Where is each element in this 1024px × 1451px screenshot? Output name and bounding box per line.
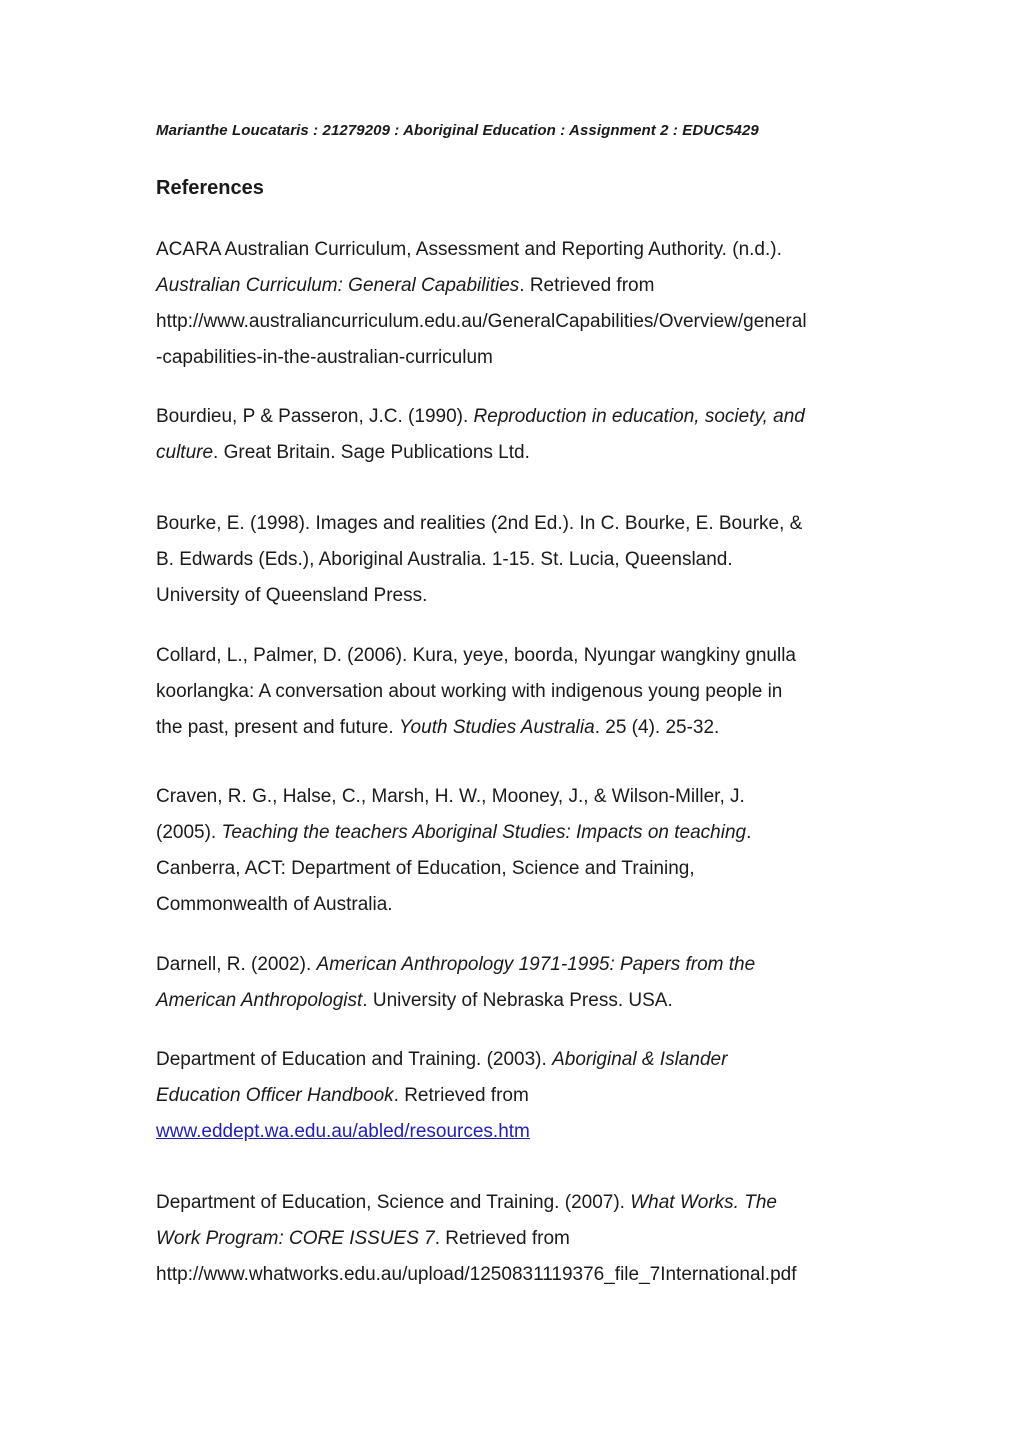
reference-link[interactable]: www.eddept.wa.edu.au/abled/resources.htm (156, 1121, 530, 1142)
reference-line: koorlangka: A conversation about working with indigenous young people in (156, 681, 783, 702)
reference-title: Reproduction in education, society, and (473, 406, 805, 427)
reference-entry-dest-2007 (156, 1185, 891, 1293)
reference-text: Department of Education, Science and Training. (2007). (156, 1192, 631, 1213)
reference-line (156, 1078, 891, 1114)
reference-text: the past, present and future. (156, 717, 399, 738)
page-header: Marianthe Loucataris : 21279209 : Aboriginal Education : Assignment 2 : EDUC5429 (156, 122, 759, 139)
reference-title: Teaching the teachers Aboriginal Studies: Impacts on teaching (221, 822, 747, 843)
reference-line: B. Edwards (Eds.), Aboriginal Australia. 1-15. St. Lucia, Queensland. (156, 549, 733, 570)
reference-title: Australian Curriculum: General Capabilities (156, 275, 520, 296)
reference-entry-collard (156, 638, 891, 746)
reference-line (156, 1185, 891, 1221)
reference-entry-craven (156, 779, 891, 923)
reference-line: Craven, R. G., Halse, C., Marsh, H. W., Mooney, J., & Wilson-Miller, J. (156, 786, 745, 807)
reference-url: -capabilities-in-the-australian-curriculum (156, 347, 493, 368)
reference-title: American Anthropologist (156, 990, 363, 1011)
reference-entry-acara (156, 232, 891, 376)
reference-line: Collard, L., Palmer, D. (2006). Kura, yeye, boorda, Nyungar wangkiny gnulla (156, 645, 796, 666)
reference-text: . 25 (4). 25-32. (594, 717, 720, 738)
reference-url: http://www.australiancurriculum.edu.au/GeneralCapabilities/Overview/general (156, 311, 807, 332)
reference-line (156, 268, 891, 304)
reference-line: University of Queensland Press. (156, 585, 428, 606)
reference-entry-darnell (156, 947, 891, 1019)
reference-line (156, 947, 891, 983)
reference-text: Department of Education and Training. (2003). (156, 1049, 553, 1070)
reference-entry-bourdieu (156, 399, 891, 471)
references-heading: References (156, 177, 264, 199)
reference-entry-det-2003 (156, 1042, 891, 1150)
reference-line (156, 710, 891, 746)
reference-title: American Anthropology 1971-1995: Papers from the (316, 954, 756, 975)
reference-text: . Retrieved from (519, 275, 655, 296)
reference-title: culture (156, 442, 214, 463)
reference-line: Canberra, ACT: Department of Education, Science and Training, (156, 858, 695, 879)
reference-entry-bourke (156, 506, 891, 614)
reference-title: Work Program: CORE ISSUES 7 (156, 1228, 435, 1249)
reference-text: . Great Britain. Sage Publications Ltd. (213, 442, 530, 463)
reference-text: . Retrieved from (393, 1085, 529, 1106)
reference-title: Education Officer Handbook (156, 1085, 394, 1106)
reference-line (156, 815, 891, 851)
reference-line (156, 983, 891, 1019)
reference-line (156, 1114, 891, 1150)
reference-text: (2005). (156, 822, 222, 843)
reference-text: Darnell, R. (2002). (156, 954, 317, 975)
reference-line (156, 1221, 891, 1257)
reference-text: Bourdieu, P & Passeron, J.C. (1990). (156, 406, 474, 427)
reference-title: Aboriginal & Islander (552, 1049, 728, 1070)
reference-url: http://www.whatworks.edu.au/upload/1250831119376_file_7International.pdf (156, 1264, 797, 1285)
reference-title: What Works. The (630, 1192, 777, 1213)
reference-line (156, 435, 891, 471)
reference-line (156, 1042, 891, 1078)
reference-line: Bourke, E. (1998). Images and realities (2nd Ed.). In C. Bourke, E. Bourke, & (156, 513, 803, 534)
reference-text: . (746, 822, 752, 843)
reference-line: Commonwealth of Australia. (156, 894, 393, 915)
reference-text: . University of Nebraska Press. USA. (362, 990, 673, 1011)
reference-text: . Retrieved from (434, 1228, 570, 1249)
reference-title: Youth Studies Australia (398, 717, 595, 738)
reference-line: ACARA Australian Curriculum, Assessment and Reporting Authority. (n.d.). (156, 239, 782, 260)
reference-line (156, 399, 891, 435)
